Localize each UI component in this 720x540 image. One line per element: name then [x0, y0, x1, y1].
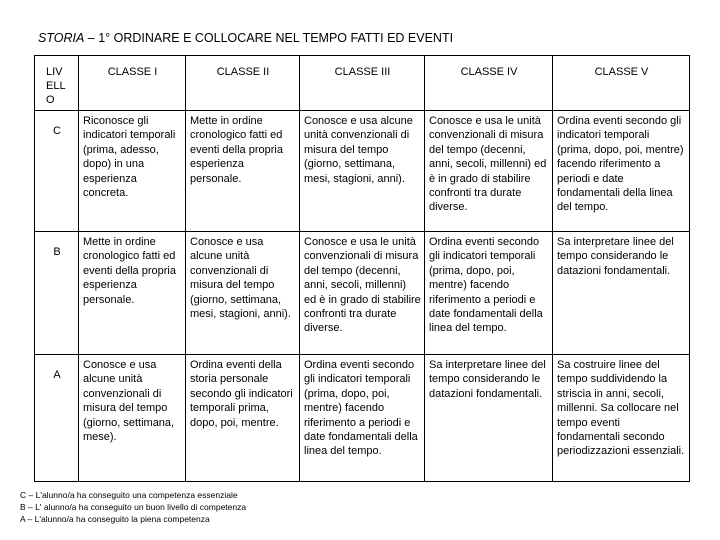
- descriptor-cell: Conosce e usa le unità convenzionali di misura del tempo (decenni, anni, secoli, millenni) ed è in grado di stabilire confronti tra durate diverse.: [425, 111, 553, 232]
- descriptor-cell: Conosce e usa le unità convenzionali di misura del tempo (decenni, anni, secoli, millenni) ed è in grado di stabilire confronti tra durate diverse.: [300, 232, 425, 355]
- header-classe-1: CLASSE I: [79, 56, 186, 111]
- header-classe-2: CLASSE II: [186, 56, 300, 111]
- header-level: LIV ELL O: [35, 56, 79, 111]
- level-cell: B: [35, 232, 79, 355]
- descriptor-cell: Ordina eventi secondo gli indicatori temporali (prima, dopo, poi, mentre) facendo riferimento a periodi e date fondamentali della linea del tempo.: [300, 355, 425, 482]
- descriptor-cell: Ordina eventi secondo gli indicatori temporali (prima, dopo, poi, mentre) facendo riferimento a periodi e date fondamentali della linea del tempo.: [425, 232, 553, 355]
- legend-item-b: B – L' alunno/a ha conseguito un buon livello di competenza: [20, 501, 247, 512]
- legend-item-a: A – L'alunno/a ha conseguito la piena competenza: [20, 513, 210, 524]
- page-title: [38, 31, 453, 45]
- legend-item-c: C – L'alunno/a ha conseguito una competenza essenziale: [20, 490, 238, 500]
- level-cell: A: [35, 355, 79, 482]
- table-row: [35, 355, 690, 482]
- descriptor-cell: Ordina eventi della storia personale secondo gli indicatori temporali prima, dopo, poi, mentre.: [186, 355, 300, 482]
- title-subject: STORIA: [38, 31, 85, 45]
- descriptor-cell: Sa interpretare linee del tempo considerando le datazioni fondamentali.: [553, 232, 690, 355]
- title-text: – 1° ORDINARE E COLLOCARE NEL TEMPO FATTI ED EVENTI: [84, 31, 454, 45]
- level-cell: C: [35, 111, 79, 232]
- descriptor-cell: Conosce e usa alcune unità convenzionali di misura del tempo (giorno, settimana, mesi, stagioni, anni).: [300, 111, 425, 232]
- descriptor-cell: Mette in ordine cronologico fatti ed eventi della propria esperienza personale.: [186, 111, 300, 232]
- legend: [20, 490, 246, 525]
- table-row: [35, 111, 690, 232]
- competence-table: [34, 55, 690, 482]
- header-classe-5: CLASSE V: [553, 56, 690, 111]
- descriptor-cell: Conosce e usa alcune unità convenzionali di misura del tempo (giorno, settimana, mesi, stagioni, anni).: [186, 232, 300, 355]
- descriptor-cell: Sa costruire linee del tempo suddividendo la striscia in anni, secoli, millenni. Sa collocare nel tempo eventi fondamentali secondo periodizzazioni essenziali.: [553, 355, 690, 482]
- table-header-row: [35, 56, 690, 111]
- table-row: [35, 232, 690, 355]
- descriptor-cell: Sa interpretare linee del tempo considerando le datazioni fondamentali.: [425, 355, 553, 482]
- descriptor-cell: Riconosce gli indicatori temporali (prima, adesso, dopo) in una esperienza concreta.: [79, 111, 186, 232]
- descriptor-cell: Conosce e usa alcune unità convenzionali di misura del tempo (giorno, settimana, mese).: [79, 355, 186, 482]
- header-classe-4: CLASSE IV: [425, 56, 553, 111]
- descriptor-cell: Ordina eventi secondo gli indicatori temporali (prima, dopo, poi, mentre) facendo riferimento a periodi e date fondamentali della linea del tempo.: [553, 111, 690, 232]
- header-classe-3: CLASSE III: [300, 56, 425, 111]
- descriptor-cell: Mette in ordine cronologico fatti ed eventi della propria esperienza personale.: [79, 232, 186, 355]
